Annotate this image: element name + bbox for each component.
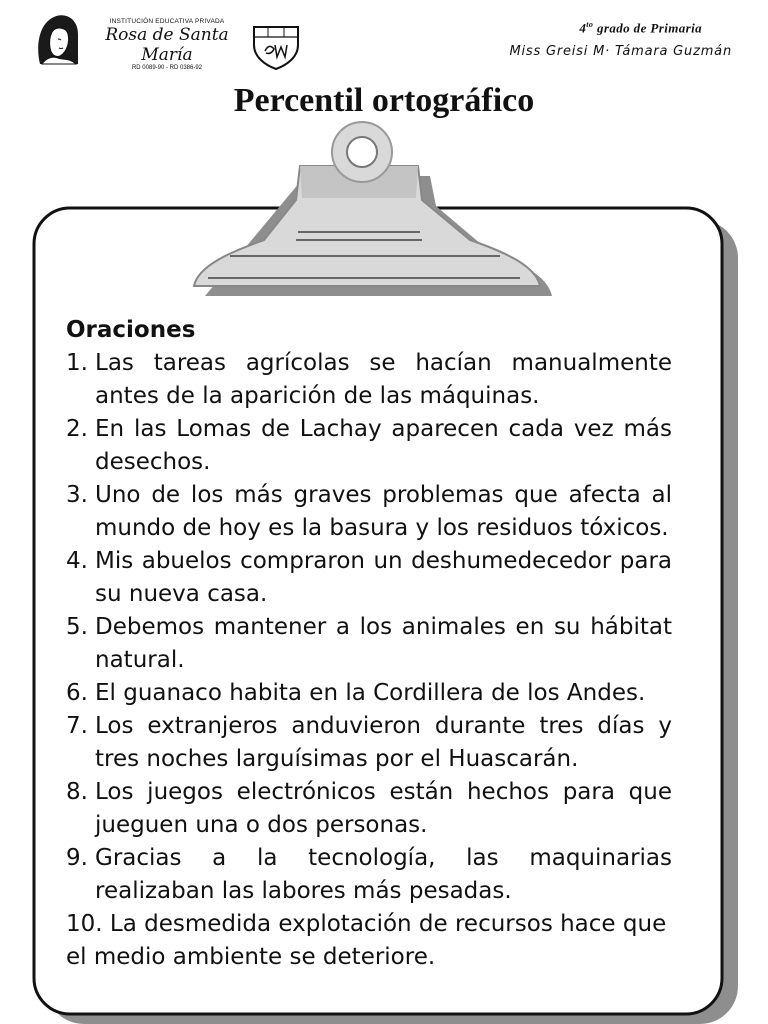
item-text: Mis abuelos compraron un deshumedecedor para su nueva casa. — [95, 548, 672, 607]
item-number: 7. — [66, 713, 88, 739]
list-item — [66, 710, 672, 776]
item-number: 10. — [66, 911, 103, 937]
item-text: El guanaco habita en la Cordillera de los Andes. — [95, 680, 646, 706]
list-item — [66, 545, 672, 611]
item-number: 9. — [66, 845, 88, 871]
teacher-name: Miss Greisi M· Támara Guzmán — [509, 44, 732, 59]
list-item — [66, 677, 672, 710]
item-text: Los juegos electrónicos están hechos para que jueguen una o dos personas. — [95, 779, 672, 838]
item-text: Debemos mantener a los animales en su hábitat natural. — [95, 614, 672, 673]
item-number: 8. — [66, 779, 88, 805]
item-number: 2. — [66, 416, 88, 442]
list-item — [66, 908, 672, 974]
sentences-section — [66, 314, 672, 974]
grade-number: 4 — [579, 20, 587, 36]
sentences-heading: Oraciones — [66, 317, 196, 343]
list-item — [66, 479, 672, 545]
item-text: En las Lomas de Lachay aparecen cada vez más desechos. — [95, 416, 672, 475]
school-resolution-label: RD 0089-90 - RD 0386-92 — [131, 65, 203, 71]
list-item — [66, 347, 672, 413]
item-text: Gracias a la tecnología, las maquinarias realizaban las labores más pesadas. — [95, 845, 672, 904]
school-type-label: INSTITUCIÓN EDUCATIVA PRIVADA — [109, 18, 225, 25]
list-item — [66, 611, 672, 677]
grade-suffix: to — [586, 20, 594, 29]
item-text: La desmedida explotación de recursos hace que el medio ambiente se deteriore. — [66, 911, 667, 970]
item-number: 3. — [66, 482, 88, 508]
page-title: Percentil ortográfico — [233, 82, 535, 119]
item-number: 5. — [66, 614, 88, 640]
item-text: Uno de los más graves problemas que afecta al mundo de hoy es la basura y los residuos tóxicos. — [95, 482, 672, 541]
grade-text: grado de Primaria — [593, 20, 702, 36]
item-number: 4. — [66, 548, 88, 574]
school-name: Rosa de Santa María — [105, 25, 229, 65]
list-item — [66, 776, 672, 842]
list-item — [66, 413, 672, 479]
item-number: 1. — [66, 350, 88, 376]
list-item — [66, 842, 672, 908]
item-text: Los extranjeros anduvieron durante tres días y tres noches larguísimas por el Huascarán. — [95, 713, 672, 772]
sentences-list — [66, 347, 672, 974]
item-text: Las tareas agrícolas se hacían manualmente antes de la aparición de las máquinas. — [95, 350, 672, 409]
item-number: 6. — [66, 680, 88, 706]
